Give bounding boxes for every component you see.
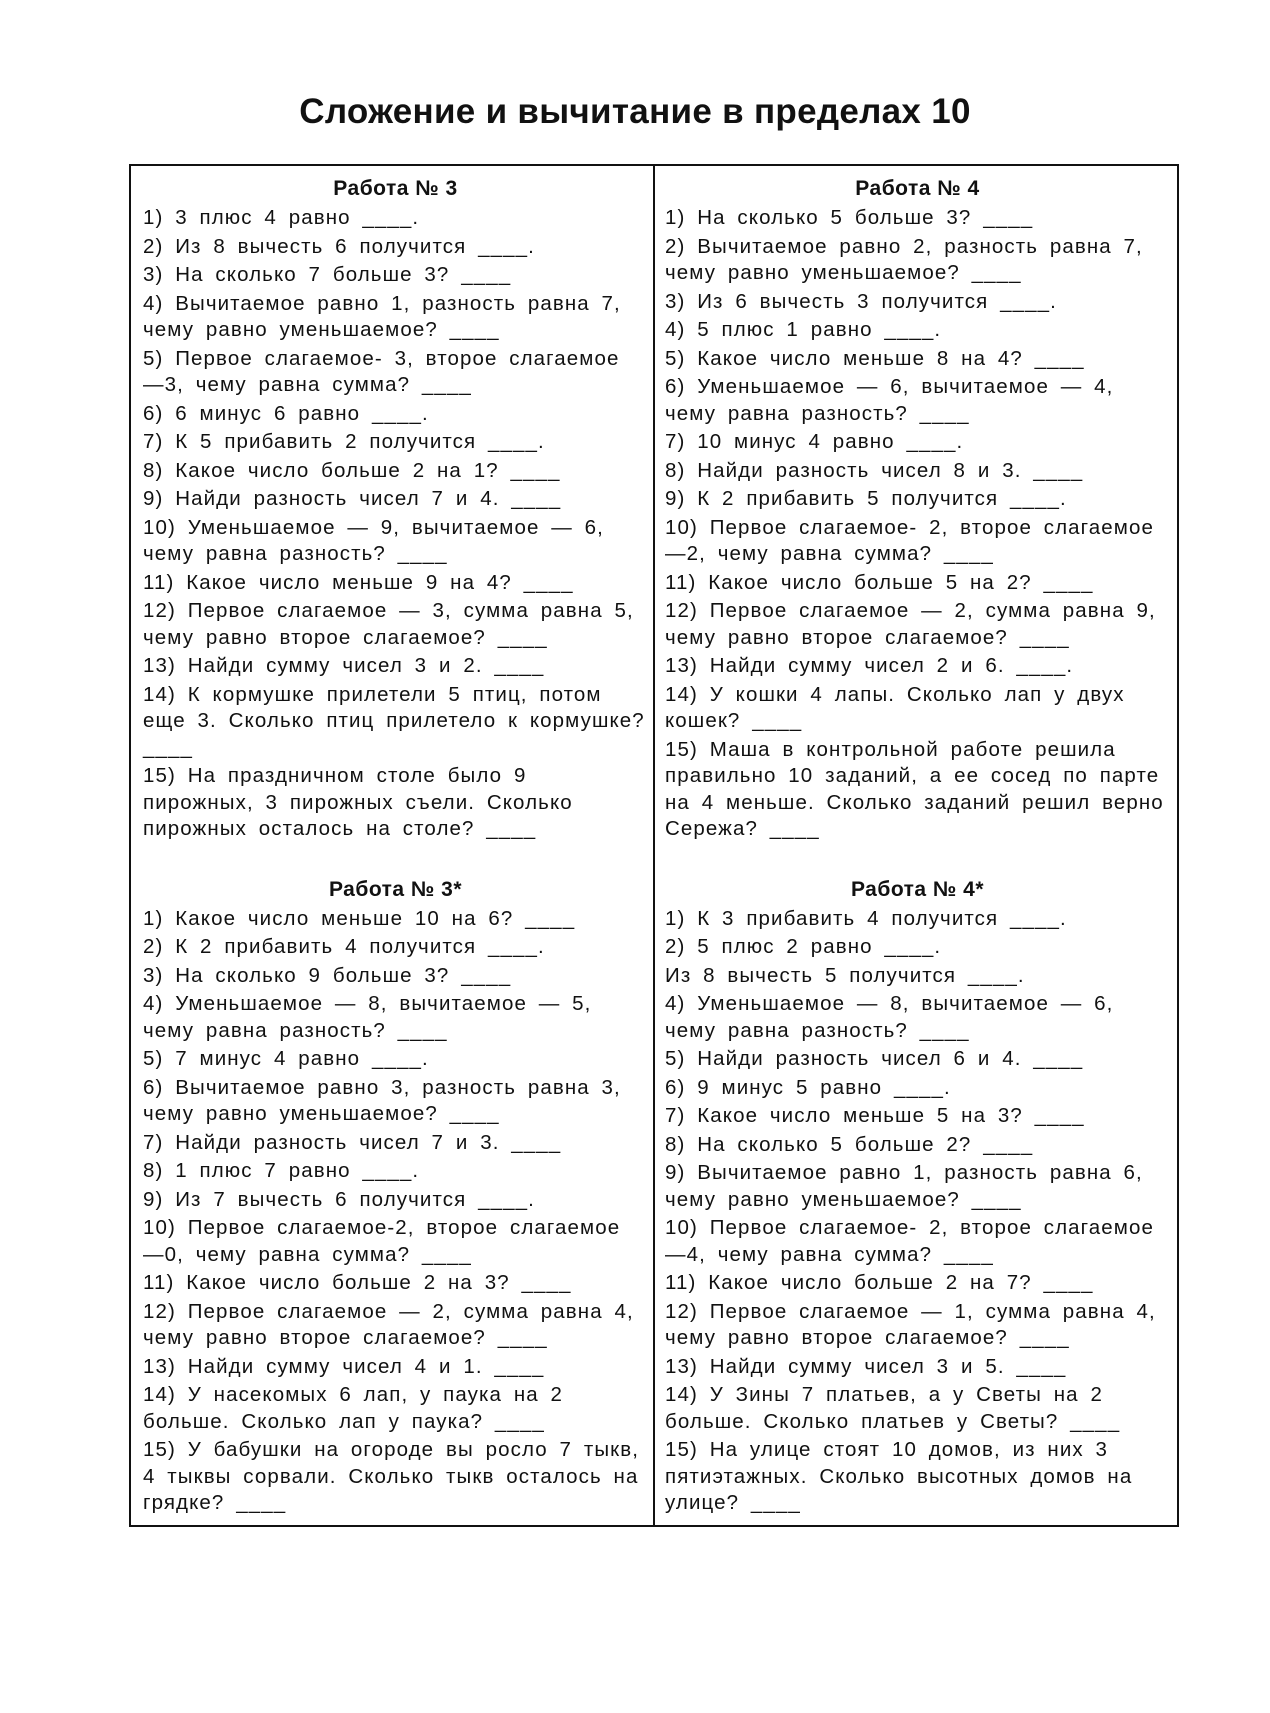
task-item: 11) Какое число больше 2 на 3? ____ (143, 1271, 572, 1294)
task-item: 12) Первое слагаемое — 3, сумма равна 5, чему равно второе слагаемое? ____ (143, 599, 634, 649)
task-item: 13) Найди сумму чисел 4 и 1. ____ (143, 1354, 545, 1378)
task-item: 4) Вычитаемое равно 1, разность равна 7, чему равно уменьшаемое? ____ (143, 291, 621, 341)
task-item: 7) 10 минус 4 равно ____. (665, 430, 964, 453)
task-item: 5) 7 минус 4 равно ____. (143, 1047, 429, 1070)
task-item: 13) Найди сумму чисел 3 и 5. ____ (665, 1354, 1067, 1378)
task-item: 9) Вычитаемое равно 1, разность равна 6, чему равно уменьшаемое? ____ (665, 1161, 1143, 1211)
task-item: 10) Первое слагаемое- 2, второе слагаемое —2, чему равна сумма? ____ (665, 515, 1155, 565)
task-item: 8) 1 плюс 7 равно ____. (143, 1159, 420, 1182)
task-item: 14) К кормушке прилетели 5 птиц, потом еще 3. Сколько птиц прилетело к кормушке? ____ (143, 682, 645, 759)
task-item: 9) Найди разность чисел 7 и 4. ____ (143, 487, 562, 510)
task-item: 15) На праздничном столе было 9 пирожных, 3 пирожных съели. Сколько пирожных осталось на столе? ____ (143, 764, 573, 840)
task-item: 3) На сколько 9 больше 3? ____ (143, 963, 512, 987)
task-item: 2) К 2 прибавить 4 получится ____. (143, 935, 545, 958)
task-item: 7) Какое число меньше 5 на 3? ____ (665, 1104, 1085, 1127)
task-item: 8) Найди разность чисел 8 и 3. ____ (665, 458, 1084, 482)
task-item: 4) 5 плюс 1 равно ____. (665, 318, 942, 341)
task-item: 12) Первое слагаемое — 1, сумма равна 4, чему равно второе слагаемое? ____ (665, 1299, 1156, 1349)
page-title: Сложение и вычитание в пределах 10 (299, 92, 971, 131)
work-block (143, 875, 648, 1517)
task-item: 6) Вычитаемое равно 3, разность равна 3, чему равно уменьшаемое? ____ (143, 1075, 621, 1125)
task-item: 1) Какое число меньше 10 на 6? ____ (143, 906, 576, 930)
task-item: 6) 6 минус 6 равно ____. (143, 401, 429, 425)
task-item: 1) 3 плюс 4 равно ____. (143, 206, 420, 229)
work-title: Работа № 3* (328, 877, 463, 901)
task-item: 14) У кошки 4 лапы. Сколько лап у двух кошек? ____ (665, 682, 1125, 732)
task-item: 14) У насекомых 6 лап, у паука на 2 больше. Сколько лап у паука? ____ (143, 1383, 564, 1433)
task-item: 9) Из 7 вычесть 6 получится ____. (143, 1187, 535, 1211)
task-item: Из 8 вычесть 5 получится ____. (665, 963, 1025, 987)
column-divider (653, 166, 655, 1525)
task-item: 10) Уменьшаемое — 9, вычитаемое — 6, чему равна разность? ____ (143, 515, 604, 565)
work-title: Работа № 3 (333, 177, 458, 200)
task-item: 6) 9 минус 5 равно ____. (665, 1075, 951, 1099)
task-item: 13) Найди сумму чисел 3 и 2. ____ (143, 654, 545, 677)
task-item: 15) Маша в контрольной работе решила правильно 10 заданий, а ее сосед по парте на 4 меньше. Сколько заданий решил верно Сережа? ____ (665, 737, 1164, 840)
worksheet-frame (129, 164, 1179, 1527)
task-item: 7) К 5 прибавить 2 получится ____. (143, 430, 545, 453)
task-item: 10) Первое слагаемое-2, второе слагаемое —0, чему равна сумма? ____ (143, 1216, 621, 1266)
task-item: 13) Найди сумму чисел 2 и 6. ____. (665, 654, 1074, 677)
task-item: 11) Какое число больше 5 на 2? ____ (665, 570, 1094, 594)
task-item: 3) На сколько 7 больше 3? ____ (143, 263, 512, 286)
right-column (665, 174, 1170, 1519)
task-item: 8) Какое число больше 2 на 1? ____ (143, 458, 561, 482)
work-block (665, 174, 1170, 843)
task-item: 5) Найди разность чисел 6 и 4. ____ (665, 1047, 1084, 1070)
work-block (143, 174, 648, 843)
task-item: 12) Первое слагаемое — 2, сумма равна 9, чему равно второе слагаемое? ____ (665, 599, 1156, 649)
task-item: 3) Из 6 вычесть 3 получится ____. (665, 289, 1057, 313)
task-item: 12) Первое слагаемое — 2, сумма равна 4, чему равно второе слагаемое? ____ (143, 1299, 634, 1349)
left-column (143, 174, 648, 1519)
task-item: 7) Найди разность чисел 7 и 3. ____ (143, 1130, 562, 1154)
work-block (665, 875, 1170, 1517)
task-item: 2) Из 8 вычесть 6 получится ____. (143, 234, 535, 258)
task-item: 9) К 2 прибавить 5 получится ____. (665, 487, 1067, 510)
task-item: 5) Первое слагаемое- 3, второе слагаемое —3, чему равна сумма? ____ (143, 346, 620, 396)
task-item: 11) Какое число меньше 9 на 4? ____ (143, 570, 574, 594)
task-item: 10) Первое слагаемое- 2, второе слагаемое —4, чему равна сумма? ____ (665, 1216, 1155, 1266)
task-item: 1) К 3 прибавить 4 получится ____. (665, 906, 1067, 930)
task-item: 5) Какое число меньше 8 на 4? ____ (665, 346, 1085, 370)
task-item: 8) На сколько 5 больше 2? ____ (665, 1132, 1034, 1156)
task-item: 4) Уменьшаемое — 8, вычитаемое — 5, чему равна разность? ____ (143, 992, 592, 1042)
task-item: 2) Вычитаемое равно 2, разность равна 7, чему равно уменьшаемое? ____ (665, 234, 1143, 284)
work-title: Работа № 4 (855, 177, 980, 200)
task-item: 15) На улице стоят 10 домов, из них 3 пятиэтажных. Сколько высотных домов на улице? ____ (665, 1438, 1133, 1514)
work-title: Работа № 4* (850, 877, 985, 901)
task-item: 4) Уменьшаемое — 8, вычитаемое — 6, чему равна разность? ____ (665, 992, 1114, 1042)
task-item: 11) Какое число больше 2 на 7? ____ (665, 1271, 1094, 1294)
task-item: 15) У бабушки на огороде вы росло 7 тыкв, 4 тыквы сорвали. Сколько тыкв осталось на грядке? ____ (143, 1438, 640, 1514)
task-item: 14) У Зины 7 платьев, а у Светы на 2 больше. Сколько платьев у Светы? ____ (665, 1383, 1121, 1433)
task-item: 2) 5 плюс 2 равно ____. (665, 935, 942, 958)
task-item: 6) Уменьшаемое — 6, вычитаемое — 4, чему равна разность? ____ (665, 375, 1114, 425)
task-item: 1) На сколько 5 больше 3? ____ (665, 206, 1034, 229)
